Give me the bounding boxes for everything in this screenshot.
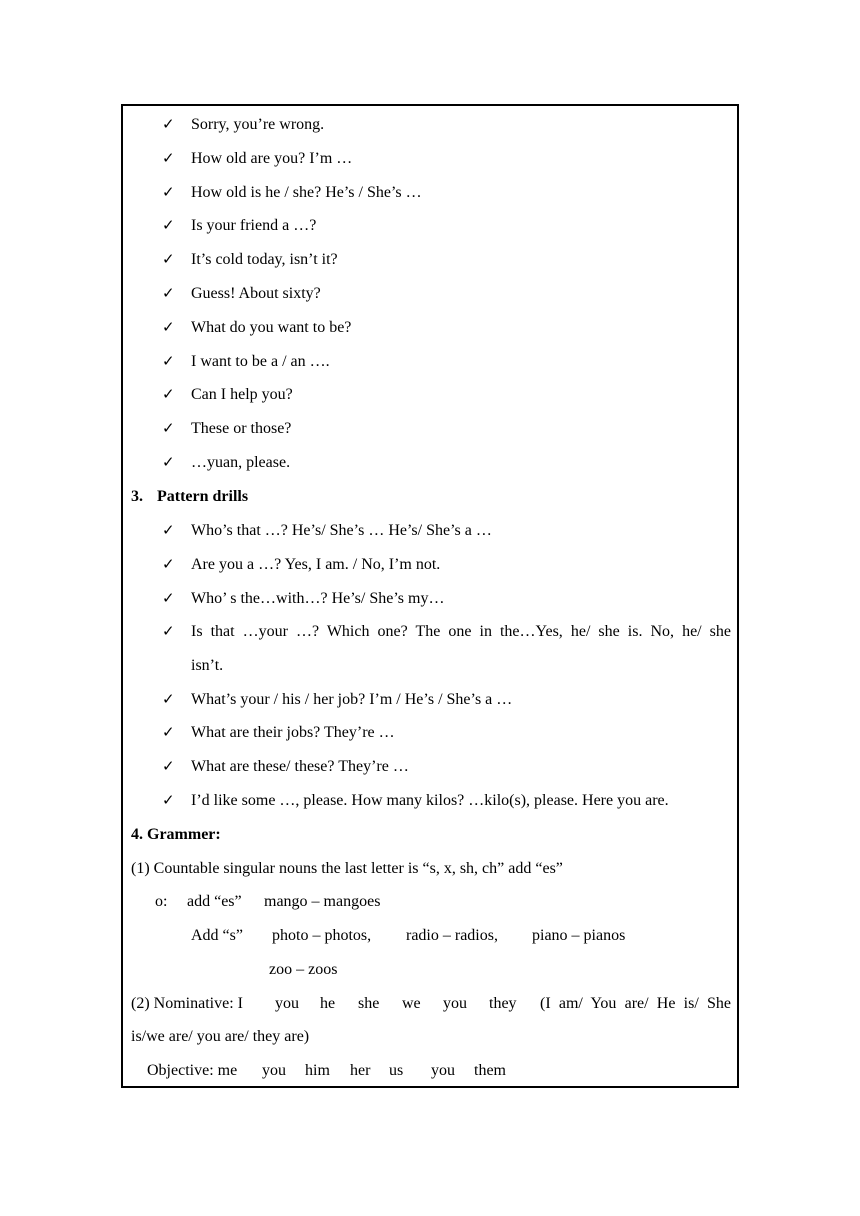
pronoun: us [389,1062,404,1079]
check-icon: ✓ [162,149,175,167]
list-item: Is your friend a …? [191,217,317,234]
list-item: These or those? [191,420,292,437]
pronoun: her [350,1062,371,1079]
pronoun: them [474,1062,506,1079]
list-item: Who’s that …? He’s/ She’s … He’s/ She’s a … [191,522,492,539]
list-item: …yuan, please. [191,454,291,471]
check-icon: ✓ [162,352,175,370]
check-icon: ✓ [162,555,175,573]
s-example: piano – pianos [532,927,626,944]
list-item: Can I help you? [191,386,293,403]
list-item: Who’ s the…with…? He’s/ She’s my… [191,590,445,607]
pronoun: we [402,995,421,1012]
s-example: photo – photos, [272,927,372,944]
pronoun: she [358,995,380,1012]
grammar-rule: (1) Countable singular nouns the last letter is “s, x, sh, ch” add “es” [131,860,563,877]
pronoun: you [431,1062,455,1079]
pronoun: you [275,995,299,1012]
list-item: How old is he / she? He’s / She’s … [191,184,422,201]
list-item: I want to be a / an …. [191,353,330,370]
check-icon: ✓ [162,589,175,607]
list-item: I’d like some …, please. How many kilos? …kilo(s), please. Here you are. [191,792,669,809]
check-icon: ✓ [162,453,175,471]
check-icon: ✓ [162,791,175,809]
check-icon: ✓ [162,318,175,336]
check-icon: ✓ [162,385,175,403]
pronoun: he [320,995,336,1012]
check-icon: ✓ [162,250,175,268]
list-item: Sorry, you’re wrong. [191,116,325,133]
list-item: What are their jobs? They’re … [191,724,395,741]
pronoun: you [262,1062,286,1079]
objective-label: Objective: me [147,1062,238,1079]
pronoun: him [305,1062,330,1079]
list-item: Are you a …? Yes, I am. / No, I’m not. [191,556,441,573]
check-icon: ✓ [162,115,175,133]
list-item: What do you want to be? [191,319,352,336]
section-number: 3. [131,488,143,505]
check-icon: ✓ [162,757,175,775]
list-item-continuation: isn’t. [191,657,224,674]
list-item: What’s your / his / her job? I’m / He’s / She’s a … [191,691,513,708]
check-icon: ✓ [162,521,175,539]
section-heading: Pattern drills [157,488,249,505]
check-icon: ✓ [162,419,175,437]
nominative-label: (2) Nominative: I [131,995,243,1012]
check-icon: ✓ [162,216,175,234]
check-icon: ✓ [162,183,175,201]
nominative-forms: (I am/ You are/ He is/ She [540,995,731,1012]
list-item: Guess! About sixty? [191,285,321,302]
s-example: zoo – zoos [269,961,338,978]
check-icon: ✓ [162,284,175,302]
check-icon: ✓ [162,690,175,708]
nominative-forms-continuation: is/we are/ you are/ they are) [131,1028,310,1045]
list-item: How old are you? I’m … [191,150,353,167]
s-example: radio – radios, [406,927,498,944]
pronoun: they [489,995,517,1012]
o-example: mango – mangoes [264,893,381,910]
o-add: add “es” [187,893,242,910]
list-item: Is that …your …? Which one? The one in the…Yes, he/ she is. No, he/ she [191,623,731,640]
section-heading: 4. Grammer: [131,826,221,843]
o-label: o: [155,893,168,910]
s-label: Add “s” [191,927,243,944]
check-icon: ✓ [162,723,175,741]
check-icon: ✓ [162,622,175,640]
list-item: What are these/ these? They’re … [191,758,409,775]
list-item: It’s cold today, isn’t it? [191,251,338,268]
pronoun: you [443,995,467,1012]
